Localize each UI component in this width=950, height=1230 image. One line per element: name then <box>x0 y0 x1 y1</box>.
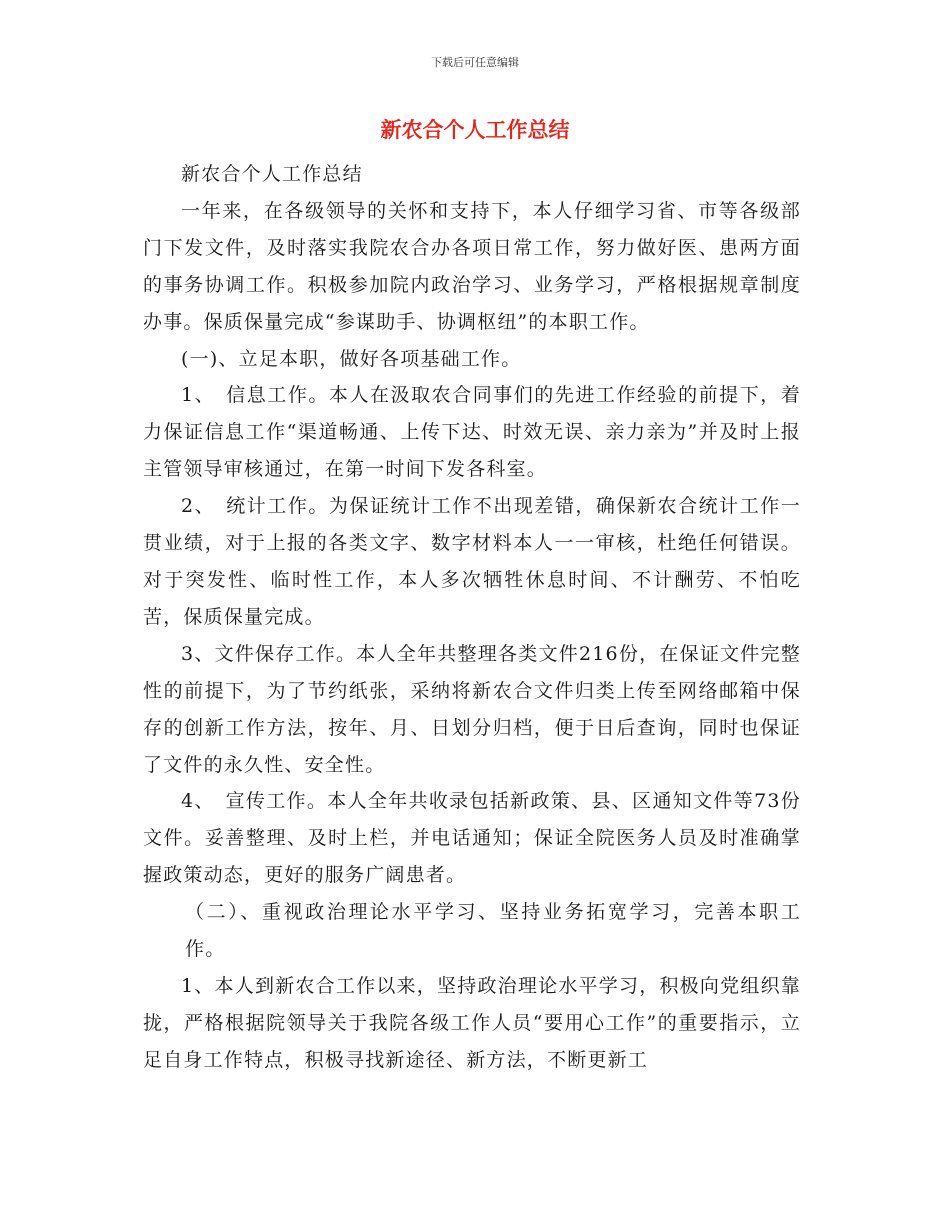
paragraph-section2-item-1: 1、本人到新农合工作以来，坚持政治理论水平学习，积极向党组织靠拢，严格根据院领导关于我院各级工作人员“要用心工作”的重要指示，立足自身工作特点，积极寻找新途径、新方法，不断更新工 <box>143 974 801 1071</box>
paragraph-item-1: 1、 信息工作。本人在汲取农合同事们的先进工作经验的前提下，着力保证信息工作“渠道畅通、上传下达、时效无误、亲力亲为”并及时上报主管领导审核通过，在第一时间下发各科室。 <box>143 384 801 481</box>
paragraph-subtitle: 新农合个人工作总结 <box>181 163 363 185</box>
section-heading-1: (一)、立足本职，做好各项基础工作。 <box>181 347 522 370</box>
section-heading-2: （二）、重视政治理论水平学习、坚持业务拓宽学习，完善本职工作。 <box>185 901 801 961</box>
header-note: 下载后可任意编辑 <box>431 56 519 69</box>
paragraph-item-3: 3、文件保存工作。本人全年共整理各类文件216份，在保证文件完整性的前提下，为了节约纸张，采纳将新农合文件归类上传至网络邮箱中保存的创新工作方法，按年、月、日划分归档，便于日后查询，同时也保证了文件的永久性、安全性。 <box>143 642 801 776</box>
paragraph-intro: 一年来，在各级领导的关怀和支持下，本人仔细学习省、市等各级部门下发文件，及时落实我院农合办各项日常工作，努力做好医、患两方面的事务协调工作。积极参加院内政治学习、业务学习，严格根据规章制度办事。保质保量完成“参谋助手、协调枢纽”的本职工作。 <box>143 199 801 333</box>
paragraph-item-4: 4、 宣传工作。本人全年共收录包括新政策、县、区通知文件等73份文件。妥善整理、及时上栏，并电话通知；保证全院医务人员及时准确掌握政策动态，更好的服务广阔患者。 <box>143 790 801 887</box>
document-title: 新农合个人工作总结 <box>380 118 570 142</box>
document-body <box>143 156 801 1079</box>
paragraph-item-2: 2、 统计工作。为保证统计工作不出现差错，确保新农合统计工作一贯业绩，对于上报的各类文字、数字材料本人一一审核，杜绝任何错误。对于突发性、临时性工作，本人多次牺牲休息时间、不计酬劳、不怕吃苦，保质保量完成。 <box>143 495 801 628</box>
